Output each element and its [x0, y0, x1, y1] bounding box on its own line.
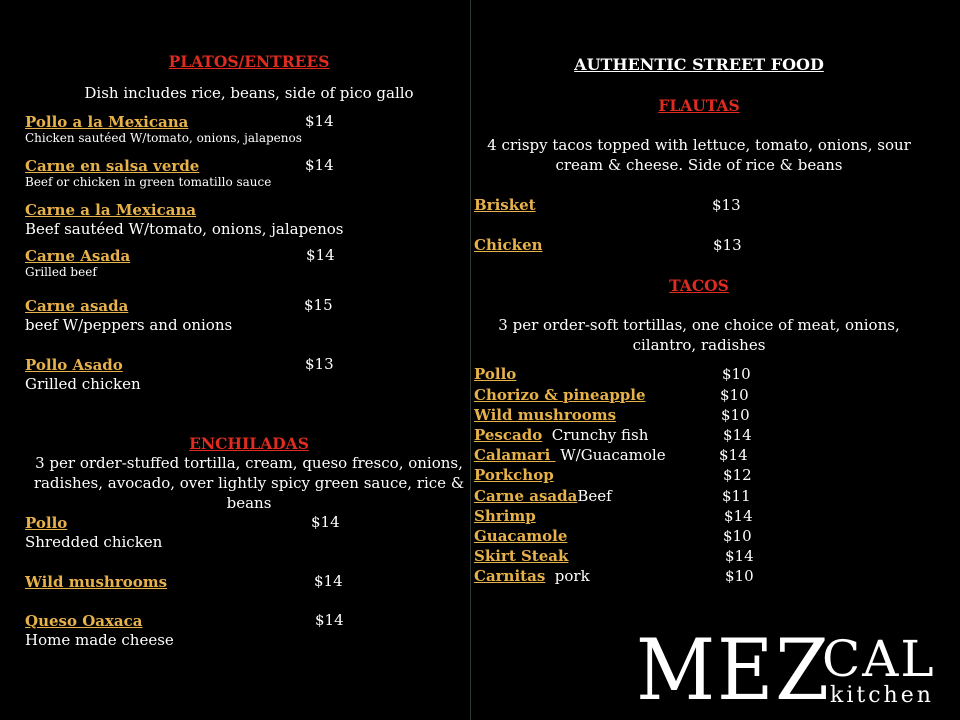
item-name: Carne en salsa verde — [25, 157, 200, 175]
logo-mez: MEZ — [636, 621, 831, 719]
item-price: $10 — [723, 526, 752, 545]
item-price: $15 — [304, 296, 333, 314]
item-price: $14 — [719, 446, 748, 465]
menu-item — [25, 611, 470, 650]
column-divider — [470, 0, 471, 720]
logo-cal: CAL — [822, 630, 936, 688]
right-column — [474, 55, 924, 586]
item-desc: Home made cheese — [25, 631, 174, 649]
item-price: $14 — [724, 506, 753, 525]
item-price: $14 — [311, 513, 340, 531]
item-price: $14 — [723, 425, 752, 444]
item-name: Pollo Asado — [25, 356, 123, 374]
item-desc: Shredded chicken — [25, 533, 163, 551]
item-name: Brisket — [474, 196, 536, 214]
tacos-title: TACOS — [669, 276, 729, 296]
platos-title: PLATOS/ENTREES — [168, 52, 330, 71]
item-name: Pollo — [474, 365, 517, 384]
item-name: Calamari — [474, 446, 556, 465]
item-desc: Beef or chicken in green tomatillo sauce — [25, 175, 272, 189]
menu-item — [25, 355, 470, 394]
item-price: $10 — [720, 385, 749, 404]
item-price: $11 — [722, 486, 751, 505]
enchiladas-title: ENCHILADAS — [189, 434, 309, 453]
item-price: $14 — [305, 112, 334, 130]
mezcal-kitchen-logo — [636, 621, 940, 719]
menu-item — [474, 445, 924, 465]
item-name: Carne asada — [474, 486, 578, 505]
menu-item — [474, 465, 924, 485]
item-price: $13 — [712, 196, 741, 214]
logo-kitchen: kitchen — [830, 683, 934, 708]
item-price: $10 — [725, 567, 754, 586]
menu-item — [474, 526, 924, 546]
menu-item — [25, 572, 470, 591]
item-desc: beef W/peppers and onions — [25, 316, 233, 334]
item-name: Carnitas — [474, 567, 546, 586]
menu-item — [474, 566, 924, 586]
menu-item — [474, 385, 924, 405]
item-name: Wild mushrooms — [474, 405, 617, 424]
item-price: $12 — [723, 466, 752, 485]
item-name: Wild mushrooms — [25, 573, 168, 591]
item-price: $14 — [725, 547, 754, 566]
menu-item — [474, 486, 924, 506]
flautas-desc: 4 crispy tacos topped with lettuce, tomato, onions, sour cream & cheese. Side of rice & beans — [487, 136, 911, 174]
menu-item — [474, 425, 924, 445]
menu-item — [25, 246, 470, 280]
item-desc: Grilled chicken — [25, 375, 141, 393]
item-name: Carne asada — [25, 297, 129, 315]
item-name: Chicken — [474, 236, 543, 255]
menu-item — [25, 296, 470, 335]
item-price: $14 — [306, 246, 335, 264]
item-name: Skirt Steak — [474, 547, 569, 566]
item-extra: W/Guacamole — [555, 446, 666, 465]
enchiladas-desc: 3 per order-stuffed tortilla, cream, queso fresco, onions, radishes, avocado, over lightly spicy green sauce, rice & beans — [33, 454, 465, 512]
item-desc: Grilled beef — [25, 265, 97, 279]
menu-item — [25, 112, 470, 146]
menu-item — [474, 235, 924, 255]
item-name: Carne Asada — [25, 247, 131, 265]
street-food-title: AUTHENTIC STREET FOOD — [574, 55, 824, 74]
menu-item — [25, 200, 470, 239]
menu-item — [474, 405, 924, 425]
left-column — [25, 52, 470, 650]
item-name: Chorizo & pineapple — [474, 385, 646, 404]
item-extra: Beef — [577, 486, 612, 505]
item-name: Carne a la Mexicana — [25, 201, 197, 219]
item-name: Pollo — [25, 514, 68, 532]
item-extra: pork — [545, 567, 590, 586]
item-name: Queso Oaxaca — [25, 612, 143, 630]
platos-desc: Dish includes rice, beans, side of pico gallo — [84, 84, 414, 102]
item-price: $14 — [315, 611, 344, 629]
item-price: $13 — [713, 236, 742, 255]
menu-item — [25, 513, 470, 552]
item-price: $14 — [314, 572, 343, 590]
item-desc: Beef sautéed W/tomato, onions, jalapenos — [25, 220, 344, 238]
item-name: Porkchop — [474, 466, 554, 485]
flautas-title: FLAUTAS — [658, 96, 740, 115]
item-desc: Chicken sautéed W/tomato, onions, jalapenos — [25, 131, 302, 145]
menu-item — [474, 195, 924, 215]
menu-item — [474, 364, 924, 384]
menu-item — [474, 546, 924, 566]
item-price: $14 — [305, 156, 334, 174]
item-name: Shrimp — [474, 506, 536, 525]
item-name: Pollo a la Mexicana — [25, 113, 189, 131]
item-name: Guacamole — [474, 526, 568, 545]
item-price: $10 — [722, 365, 751, 384]
item-price: $10 — [721, 405, 750, 424]
item-extra: Crunchy fish — [542, 425, 649, 444]
tacos-desc: 3 per order-soft tortillas, one choice of meat, onions, cilantro, radishes — [498, 316, 900, 355]
item-price: $13 — [305, 355, 334, 373]
menu-item — [25, 156, 470, 190]
menu-item — [474, 506, 924, 526]
tacos-list — [474, 364, 924, 586]
item-name: Pescado — [474, 425, 543, 444]
